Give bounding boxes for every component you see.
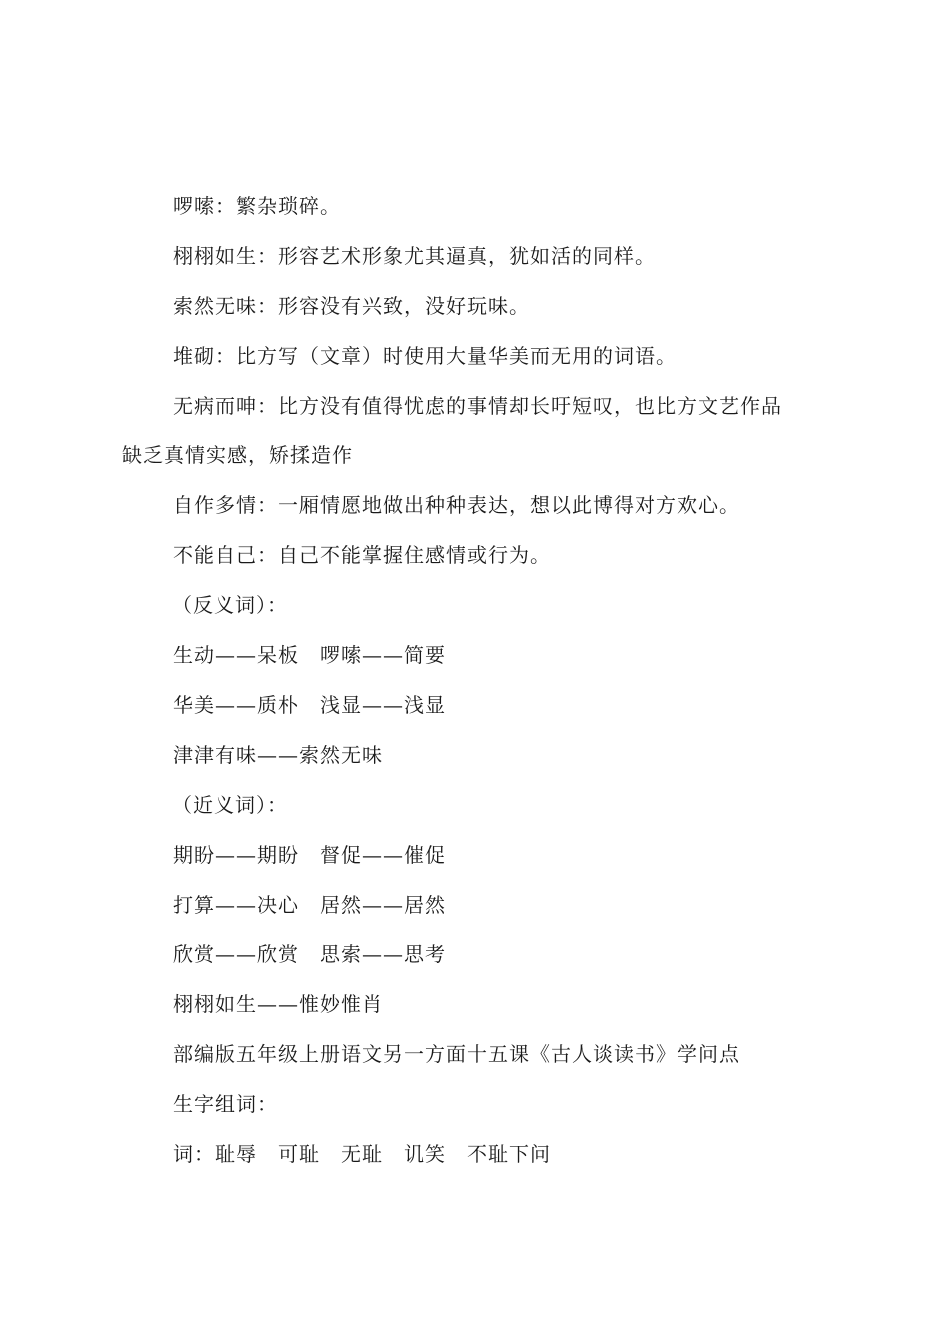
synonym-pair-row: 期盼——期盼 督促——催促	[173, 843, 446, 867]
definition-suoran-wuwei: 索然无味：形容没有兴致，没好玩味。	[173, 294, 530, 318]
synonym-pair-row: 栩栩如生——惟妙惟肖	[173, 992, 383, 1016]
definition-zizuo-duoqing: 自作多情：一厢情愿地做出种种表达，想以此博得对方欢心。	[173, 493, 740, 517]
antonym-pair-row: 华美——质朴 浅显——浅显	[173, 693, 446, 717]
definition-wubing-ershen-continued: 缺乏真情实感，矫揉造作	[122, 443, 353, 467]
lesson-title: 部编版五年级上册语文另一方面十五课《古人谈读书》学问点	[173, 1042, 740, 1066]
definition-luosuo: 啰嗦：繁杂琐碎。	[173, 194, 341, 218]
definition-xuxu-rusheng: 栩栩如生：形容艺术形象尤其逼真，犹如活的同样。	[173, 244, 656, 268]
synonym-pair-row: 打算——决心 居然——居然	[173, 893, 446, 917]
synonyms-heading: （近义词）：	[172, 793, 288, 817]
section-heading-new-words: 生字组词：	[173, 1092, 278, 1116]
antonyms-heading: （反义词）：	[172, 593, 288, 617]
antonym-pair-row: 生动——呆板 啰嗦——简要	[173, 643, 446, 667]
word-list: 词：耻辱 可耻 无耻 讥笑 不耻下问	[173, 1142, 551, 1166]
synonym-pair-row: 欣赏——欣赏 思索——思考	[173, 942, 446, 966]
definition-buneng-ziji: 不能自己：自己不能掌握住感情或行为。	[173, 543, 551, 567]
antonym-pair-row: 津津有味——索然无味	[173, 743, 383, 767]
definition-duiqi: 堆砌：比方写（文章）时使用大量华美而无用的词语。	[173, 344, 677, 368]
definition-wubing-ershen: 无病而呻：比方没有值得忧虑的事情却长吁短叹，也比方文艺作品	[173, 394, 782, 418]
